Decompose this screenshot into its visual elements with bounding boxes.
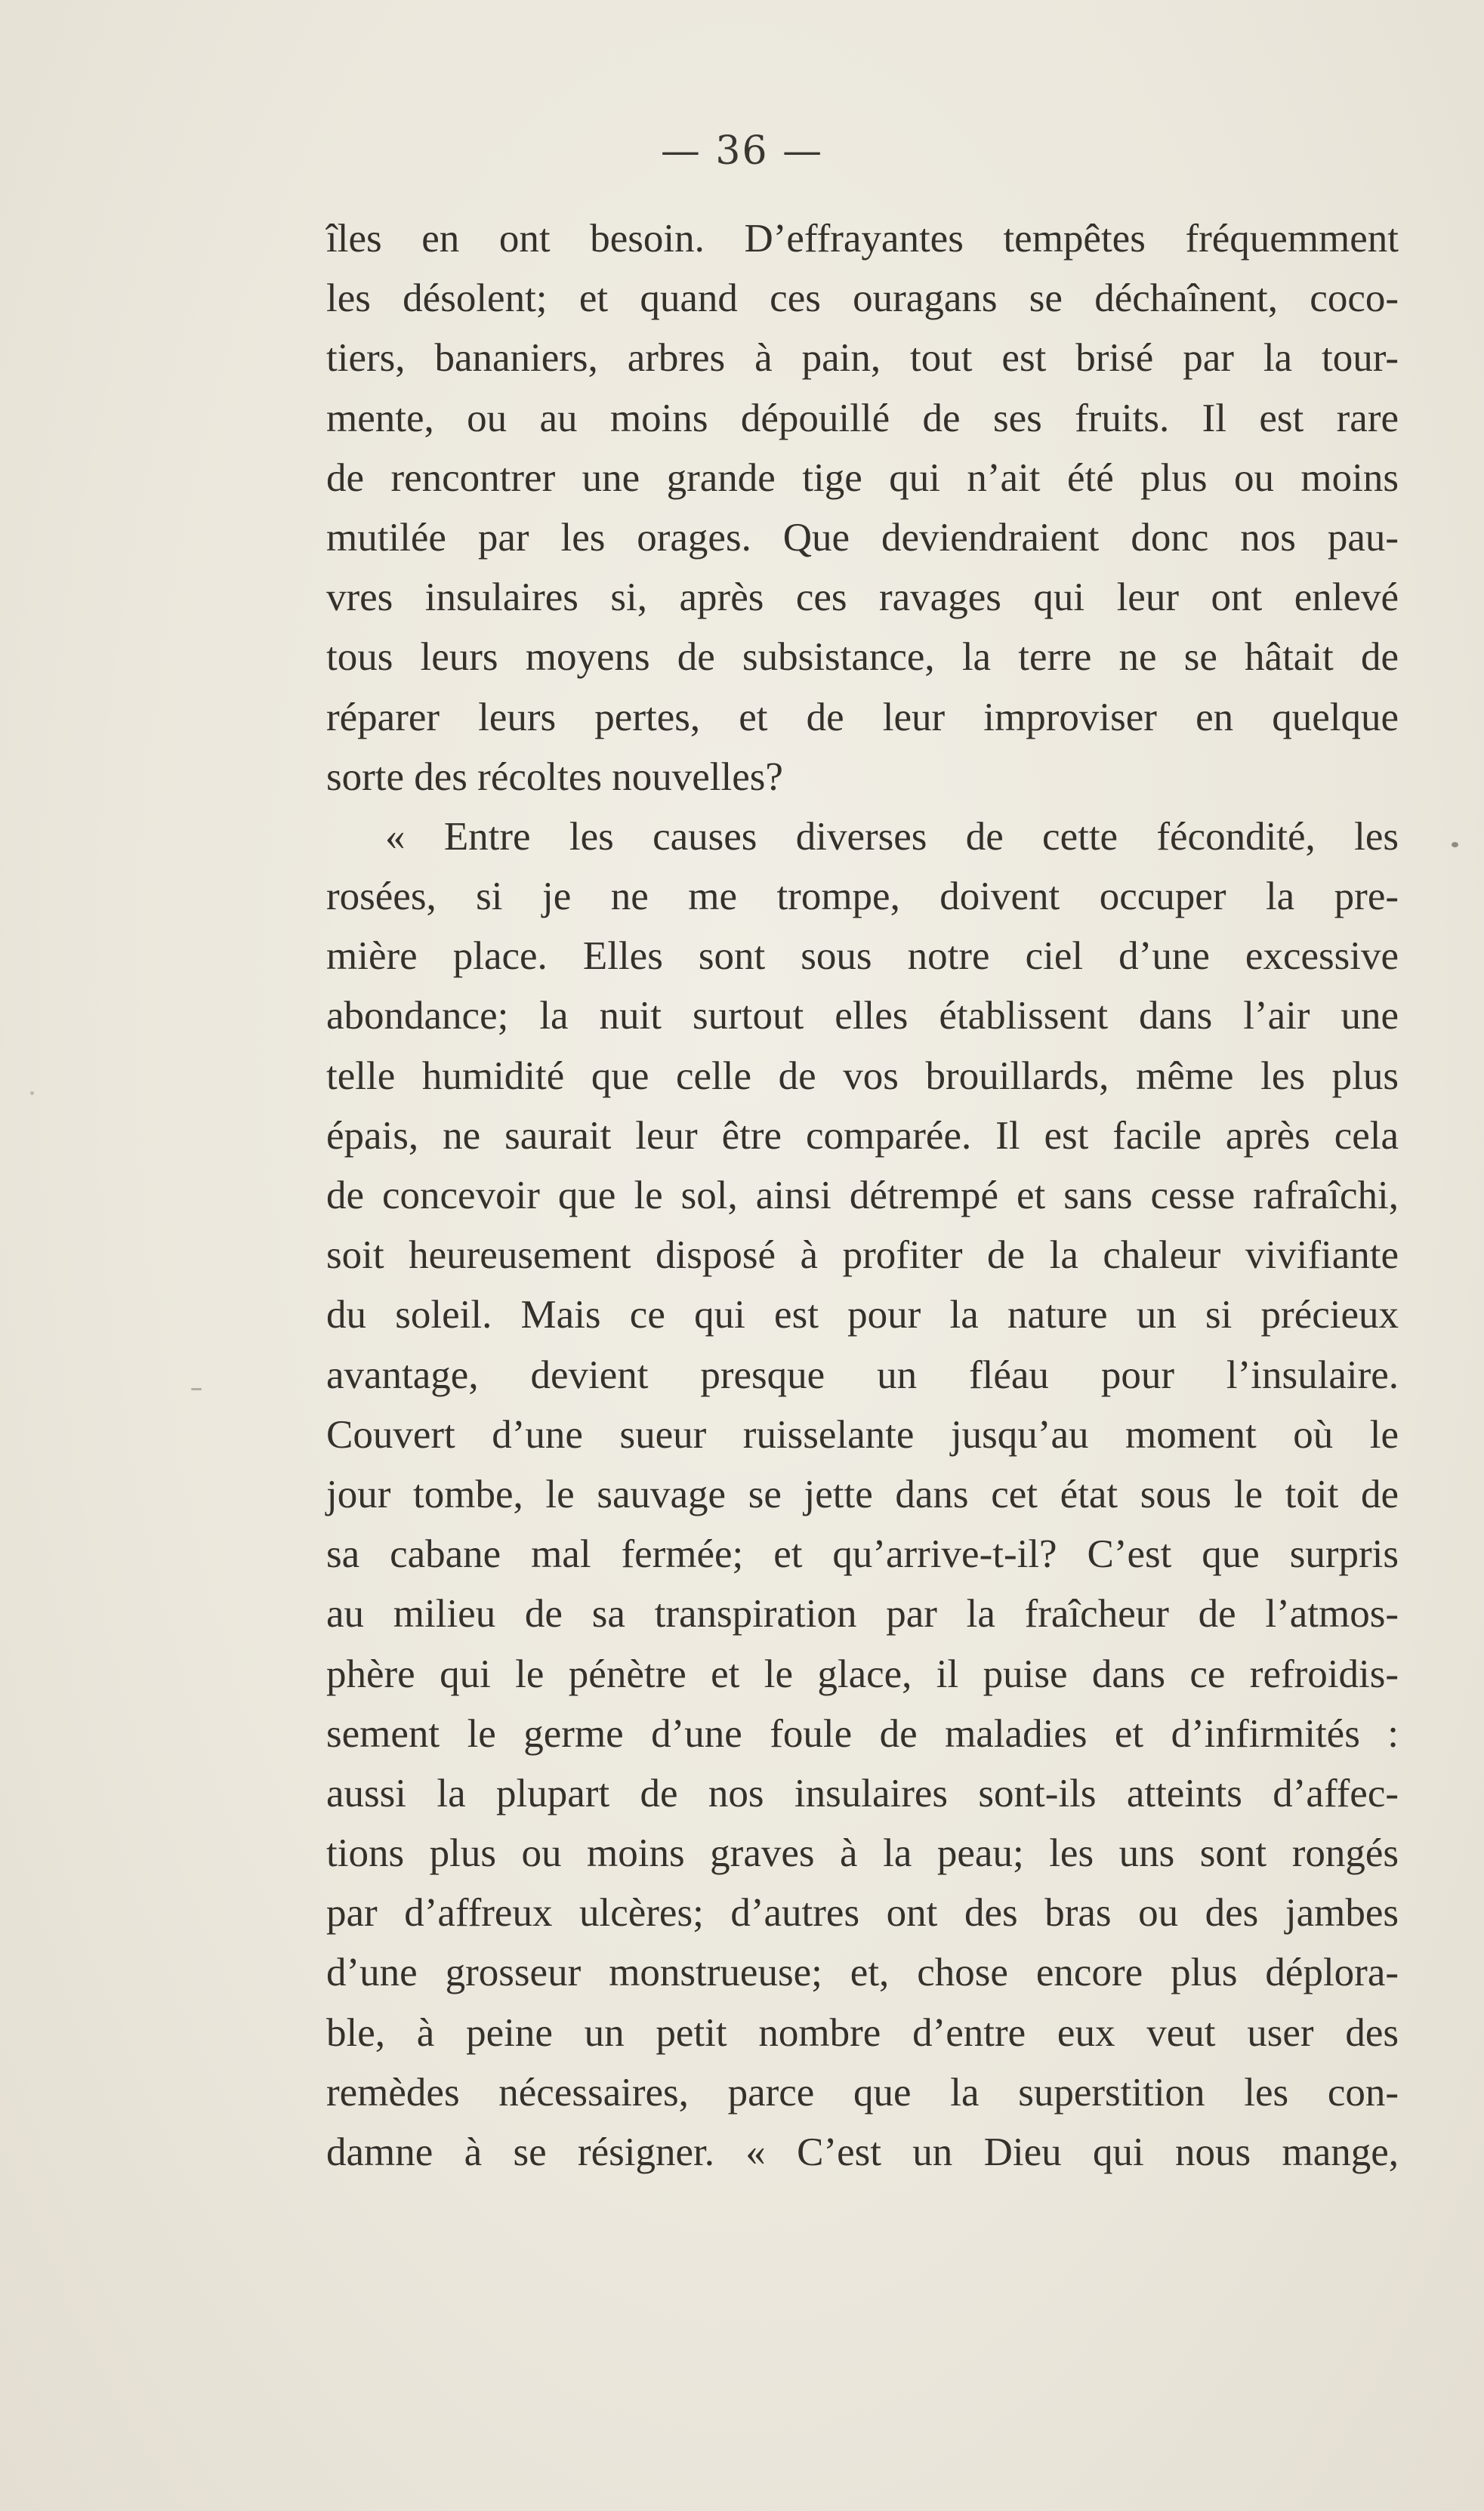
page-number: — 36 — <box>660 128 824 174</box>
text-line: d’une grosseur monstrueuse; et, chose encore plus déplora- <box>326 1951 1399 1995</box>
text-line: mente, ou au moins dépouillé de ses fruits. Il est rare <box>326 396 1399 440</box>
text-line: tous leurs moyens de subsistance, la terre ne se hâtait de <box>326 635 1399 680</box>
text-line: îles en ont besoin. D’effrayantes tempêtes fréquemment <box>326 217 1399 261</box>
text-line: rosées, si je ne me trompe, doivent occuper la pre- <box>326 875 1399 919</box>
text-line: jour tombe, le sauvage se jette dans cet état sous le toit de <box>326 1472 1399 1516</box>
text-line: réparer leurs pertes, et de leur improviser en quelque <box>326 695 1399 739</box>
text-line: Couvert d’une sueur ruisselante jusqu’au moment où le <box>326 1412 1399 1457</box>
text-line: sorte des récoltes nouvelles? <box>326 754 783 799</box>
text-line: ble, à peine un petit nombre d’entre eux veut user des <box>326 2010 1399 2055</box>
text-line: telle humidité que celle de vos brouillards, même les plus <box>326 1053 1399 1098</box>
text-line: « Entre les causes diverses de cette fécondité, les <box>385 814 1399 859</box>
text-line: du soleil. Mais ce qui est pour la nature un si précieux <box>326 1293 1399 1337</box>
text-line: mutilée par les orages. Que deviendraient donc nos pau- <box>326 515 1399 560</box>
text-line: damne à se résigner. « C’est un Dieu qui nous mange, <box>326 2130 1399 2174</box>
text-line: avantage, devient presque un fléau pour l’insulaire. <box>326 1353 1399 1397</box>
text-line: au milieu de sa transpiration par la fraîcheur de l’atmos- <box>326 1592 1399 1636</box>
text-line: aussi la plupart de nos insulaires sont-ils atteints d’affec- <box>326 1771 1399 1815</box>
paper-speck <box>30 1091 34 1095</box>
text-line: les désolent; et quand ces ouragans se déchaînent, coco- <box>326 276 1399 321</box>
text-line: de rencontrer une grande tige qui n’ait été plus ou moins <box>326 455 1399 500</box>
text-line: sa cabane mal fermée; et qu’arrive-t-il? C’est que surpris <box>326 1532 1399 1577</box>
text-line: épais, ne saurait leur être comparée. Il est facile après cela <box>326 1113 1399 1158</box>
text-line: phère qui le pénètre et le glace, il puise dans ce refroidis- <box>326 1652 1399 1696</box>
paper-speck <box>1452 842 1458 847</box>
text-line: par d’affreux ulcères; d’autres ont des bras ou des jambes <box>326 1891 1399 1936</box>
text-line: abondance; la nuit surtout elles établissent dans l’air une <box>326 994 1399 1038</box>
text-line: mière place. Elles sont sous notre ciel d’une excessive <box>326 934 1399 979</box>
text-line: sement le germe d’une foule de maladies et d’infirmités : <box>326 1711 1399 1756</box>
text-line: de concevoir que le sol, ainsi détrempé et sans cesse rafraîchi, <box>326 1174 1399 1217</box>
text-line: tions plus ou moins graves à la peau; les uns sont rongés <box>326 1831 1399 1876</box>
text-line: remèdes nécessaires, parce que la superstition les con- <box>326 2070 1399 2115</box>
text-line: soit heureusement disposé à profiter de la chaleur vivifiante <box>326 1233 1399 1278</box>
paper-speck <box>191 1388 202 1390</box>
body-text <box>326 209 1399 2182</box>
text-line: vres insulaires si, après ces ravages qui leur ont enlevé <box>326 575 1399 620</box>
text-line: tiers, bananiers, arbres à pain, tout est brisé par la tour- <box>326 336 1399 381</box>
